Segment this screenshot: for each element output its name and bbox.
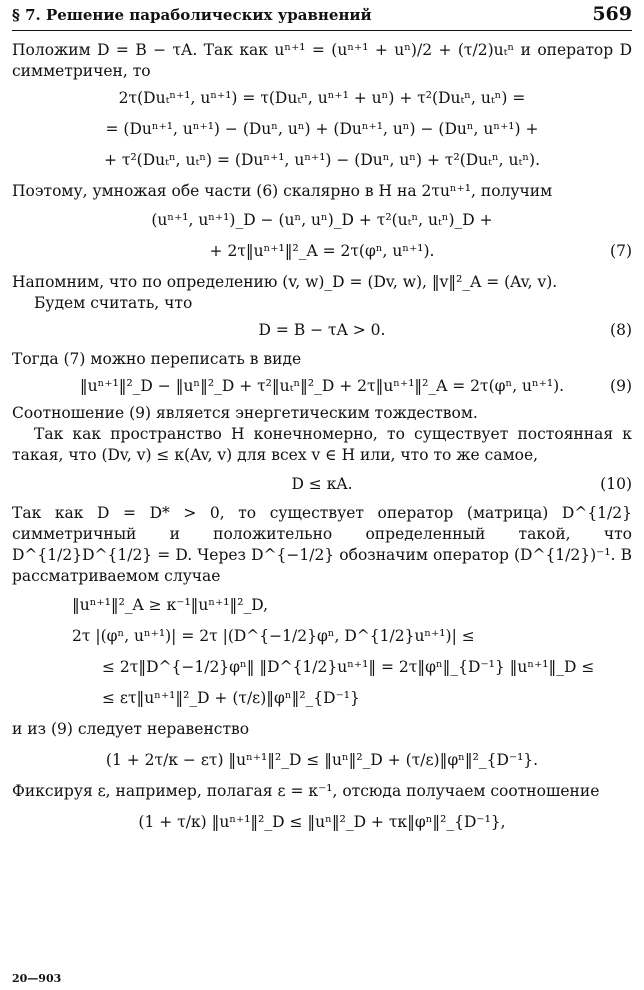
equation-line: 2τ |(φⁿ, uⁿ⁺¹)| = 2τ |(D^{−1/2}φⁿ, D^{1/2}uⁿ⁺¹)| ≤ (72, 627, 475, 645)
paragraph: Соотношение (9) является энергетическим тождеством. (12, 404, 478, 422)
equation-text: D ≤ κA. (291, 475, 353, 493)
equation-line: ≤ 2τ‖D^{−1/2}φⁿ‖ ‖D^{1/2}uⁿ⁺¹‖ = 2τ‖φⁿ‖_{D⁻¹} ‖uⁿ⁺¹‖_D ≤ (102, 658, 595, 676)
equation-line: 2τ(Duₜⁿ⁺¹, uⁿ⁺¹) = τ(Duₜⁿ, uⁿ⁺¹ + uⁿ) + τ²(Duₜⁿ, uₜⁿ) = (118, 89, 526, 107)
equation-number: (9) (610, 377, 632, 395)
running-head: § 7. Решение параболических уравнений (12, 6, 372, 24)
equation-text: D = B − τA > 0. (258, 321, 386, 339)
equation-line (12, 474, 632, 495)
paragraph: Так как D = D* > 0, то существует оператор (матрица) D^{1/2} симметричный и положительно определенный такой, что D^{1/2}D^{1/2} = D. Через D^{−1/2} обозначим оператор (D^{1/2})⁻¹. В рассматриваемом случае (12, 504, 632, 585)
equation-text: ‖uⁿ⁺¹‖²_D − ‖uⁿ‖²_D + τ²‖uₜⁿ‖²_D + 2τ‖uⁿ⁺¹‖²_A = 2τ(φⁿ, uⁿ⁺¹). (79, 377, 565, 395)
equation-text: + 2τ‖uⁿ⁺¹‖²_A = 2τ(φⁿ, uⁿ⁺¹). (209, 242, 435, 260)
equation-line: (1 + τ/κ) ‖uⁿ⁺¹‖²_D ≤ ‖uⁿ‖²_D + τκ‖φⁿ‖²_{D⁻¹}, (138, 813, 506, 831)
equation-number: (10) (600, 475, 632, 493)
page-body (12, 40, 632, 833)
equation-line: (uⁿ⁺¹, uⁿ⁺¹)_D − (uⁿ, uⁿ)_D + τ²(uₜⁿ, uₜⁿ)_D + (151, 211, 493, 229)
paragraph: Фиксируя ε, например, полагая ε = κ⁻¹, отсюда получаем соотношение (12, 782, 600, 800)
signature-mark: 20—903 (12, 972, 62, 985)
paragraph: Положим D = B − τA. Так как uⁿ⁺¹ = (uⁿ⁺¹ + uⁿ)/2 + (τ/2)uₜⁿ и оператор D симметричен, то (12, 41, 632, 80)
equation-number: (8) (610, 321, 632, 339)
equation-line (12, 376, 632, 397)
equation-line: ≤ ετ‖uⁿ⁺¹‖²_D + (τ/ε)‖φⁿ‖²_{D⁻¹} (102, 689, 360, 707)
header-rule (12, 30, 632, 31)
equation-number: (7) (610, 242, 632, 260)
paragraph: Будем считать, что (34, 294, 193, 312)
equation-line: + τ²(Duₜⁿ, uₜⁿ) = (Duⁿ⁺¹, uⁿ⁺¹) − (Duⁿ, uⁿ) + τ²(Duₜⁿ, uₜⁿ). (103, 151, 541, 169)
equation-line: = (Duⁿ⁺¹, uⁿ⁺¹) − (Duⁿ, uⁿ) + (Duⁿ⁺¹, uⁿ) − (Duⁿ, uⁿ⁺¹) + (105, 120, 539, 138)
equation-line (12, 320, 632, 341)
page-number: 569 (592, 3, 632, 25)
paragraph: Так как пространство H конечномерно, то существует постоянная κ такая, что (Dv, v) ≤ κ(Av, v) для всех v ∈ H или, что то же самое, (12, 425, 632, 464)
page-header (12, 0, 632, 30)
paragraph: Поэтому, умножая обе части (6) скалярно в H на 2τuⁿ⁺¹, получим (12, 182, 553, 200)
paragraph: Тогда (7) можно переписать в виде (12, 350, 302, 368)
equation-line (12, 241, 632, 262)
equation-line: ‖uⁿ⁺¹‖²_A ≥ κ⁻¹‖uⁿ⁺¹‖²_D, (72, 596, 269, 614)
paragraph: Напомним, что по определению (v, w)_D = (Dv, w), ‖v‖²_A = (Av, v). (12, 273, 558, 291)
paragraph: и из (9) следует неравенство (12, 720, 250, 738)
equation-line: (1 + 2τ/κ − ετ) ‖uⁿ⁺¹‖²_D ≤ ‖uⁿ‖²_D + (τ/ε)‖φⁿ‖²_{D⁻¹}. (105, 751, 539, 769)
